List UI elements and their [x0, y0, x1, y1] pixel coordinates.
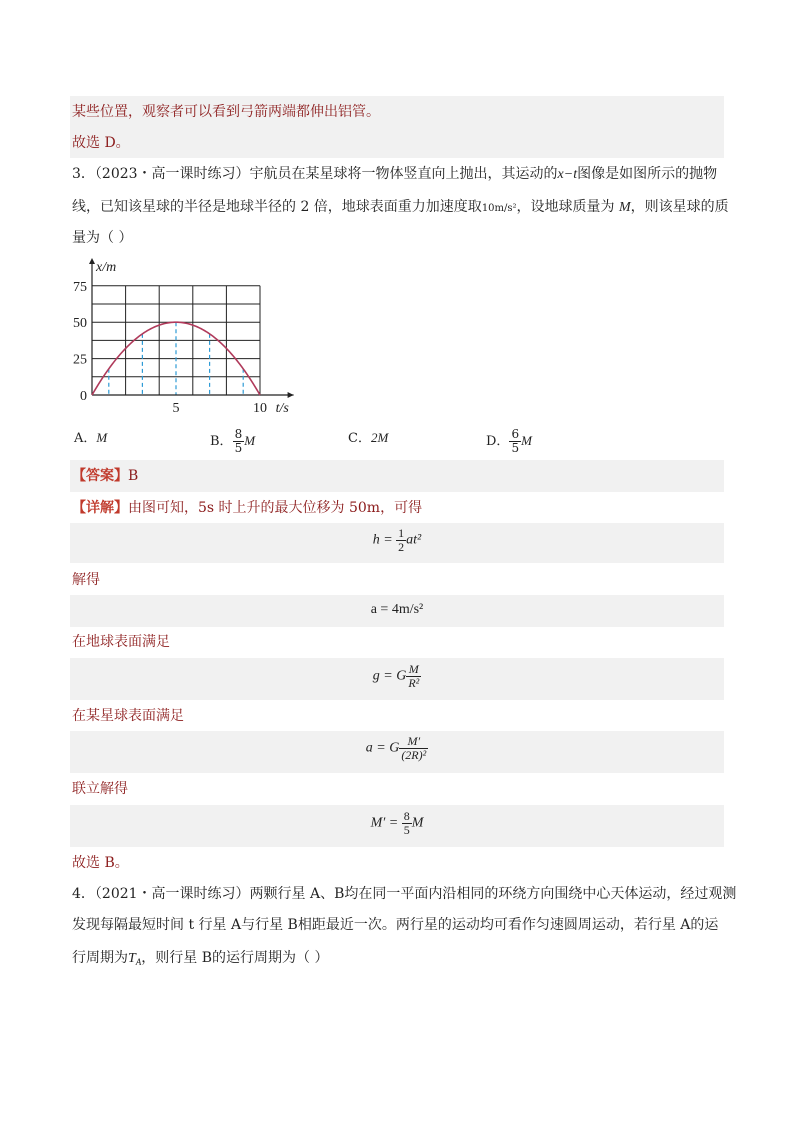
- y-axis-arrow: [89, 258, 95, 264]
- prev-line-1: 某些位置，观察者可以看到弓箭两端都伸出铝管。: [72, 104, 380, 120]
- answer-band: [70, 460, 724, 492]
- prev-line-2: 故选 D。: [72, 135, 130, 151]
- joint-line: 联立解得: [72, 781, 128, 797]
- option-c[interactable]: C．2M: [348, 430, 389, 446]
- earth-line: 在地球表面满足: [72, 634, 170, 650]
- formula-a: a = 4m/s²: [370, 602, 424, 617]
- x-tick-label: 5: [172, 401, 180, 416]
- x-tick-label: 10: [253, 401, 267, 416]
- option-d[interactable]: D． $\frac{6}{5}$ M: [486, 427, 532, 455]
- q4-line-3: 行周期为$T_A$，则行星 B的运行周期为（ ）: [72, 950, 329, 967]
- q3-line-1: 3．（2023・高一课时练习）宇航员在某星球将一物体竖直向上抛出，其运动的x−t图像是如图所示的抛物: [72, 166, 718, 182]
- choose-line: 故选 B。: [72, 855, 129, 871]
- planet-line: 在某星球表面满足: [72, 708, 184, 724]
- formula-mprime: M′ = $\frac{8}{5}$ M: [370, 809, 424, 837]
- formula-a-planet: a = G $\frac{M'}{\text{(2R)²}}$: [365, 734, 427, 762]
- x-axis-arrow: [288, 392, 294, 398]
- xt-chart: [72, 256, 312, 418]
- q3-line-3: 量为（ ）: [72, 230, 133, 246]
- detail-line: 【详解】由图可知，5s 时上升的最大位移为 50m，可得: [72, 500, 423, 516]
- q4-line-2: 发现每隔最短时间 t 行星 A与行星 B相距最近一次。两行星的运动均可看作匀速圆周运动，若行星 A的运: [72, 917, 719, 933]
- y-axis-label: x/m: [96, 260, 117, 275]
- q4-line-1: 4．（2021・高一课时练习）两颗行星 A、B均在同一平面内沿相同的环绕方向围绕中心天体运动，经过观测: [72, 886, 737, 902]
- formula-g: g = G $\frac{M}{\text{R²}}$: [372, 662, 420, 690]
- y-tick-label: 25: [73, 352, 87, 368]
- y-tick-label: 50: [73, 316, 87, 332]
- solve-line: 解得: [72, 572, 100, 588]
- formula-h: h = $\frac{1}{2}$ at²: [372, 526, 422, 554]
- option-b[interactable]: B． $\frac{8}{5}$ M: [210, 427, 256, 455]
- answer-line: 【答案】B: [72, 468, 139, 484]
- option-a[interactable]: A．M: [74, 430, 108, 446]
- x-axis-label: t/s: [275, 401, 289, 416]
- y-tick-label: 0: [80, 389, 87, 404]
- y-tick-label: 75: [73, 279, 87, 295]
- q3-line-2: 线，已知该星球的半径是地球半径的 2 倍，地球表面重力加速度取10m/s²，设地球质量为 M，则该星球的质: [72, 199, 729, 215]
